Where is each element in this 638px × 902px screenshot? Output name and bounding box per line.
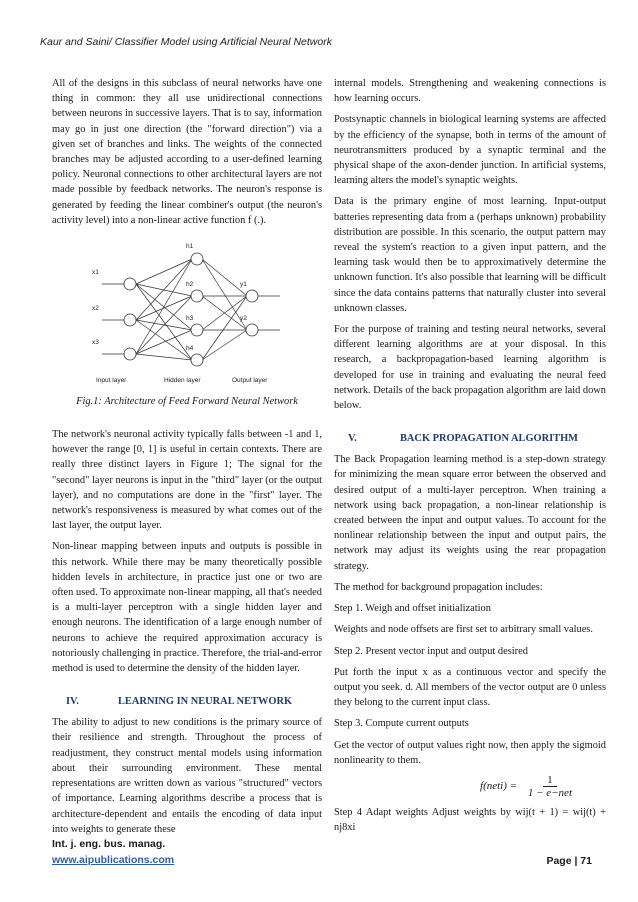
label-x3: x3 <box>92 339 99 347</box>
journal-website-link[interactable]: www.aipublications.com <box>52 854 175 866</box>
label-x2: x2 <box>92 305 99 313</box>
formula-numerator: 1 <box>543 774 557 787</box>
output-node-y1 <box>246 290 258 302</box>
paragraph: For the purpose of training and testing neural networks, several different learning algorithms are at your disposal. In this research, a backpropagation-based learning algorithm is developed for use in training and evaluating the neural feed network. Details of the back propagation algorithm are laid down below. <box>334 324 606 412</box>
step-1: Step 1. Weigh and offset initialization <box>334 603 491 615</box>
formula-fraction <box>524 774 576 799</box>
label-h2: h2 <box>186 281 194 289</box>
paragraph: All of the designs in this subclass of neural networks have one thing in common: they all use unidirectional connections between neurons in successive layers. That is to say, information may go in just one direction (the "forward direction") via a given set of branches and links. The weights of the connected branches may be adjusted according to a user-defined learning policy. Neuronal connections to other architectural layers are not made possible by feedback networks. The neuron's response is generated by feeding the linear combiner's output (the neuron's activity level) into a non-linear active function f (.). <box>52 78 322 226</box>
right-column <box>334 76 606 841</box>
paragraph: The method for background propagation includes: <box>334 581 543 593</box>
step-4: Step 4 Adapt weights Adjust weights by wij(t + 1) = wij(t) + nj8xi <box>334 806 606 834</box>
paragraph: Put forth the input x as a continuous vector and specify the output you seek. d. All members of the vector output are 0 unless they belong to the current input class. <box>334 666 606 709</box>
input-node-x3 <box>124 348 136 360</box>
hidden-node-h4 <box>191 354 203 366</box>
section-number: V. <box>348 433 357 445</box>
section-number: IV. <box>66 696 79 708</box>
paragraph: Get the vector of output values right now, then apply the sigmoid nonlinearity to them. <box>334 739 606 766</box>
section-title: LEARNING IN NEURAL NETWORK <box>118 696 293 708</box>
journal-name: Int. j. eng. bus. manag. <box>52 838 166 850</box>
paragraph: The network's neuronal activity typically falls between -1 and 1, however the range [0, 1] is useful in certain contexts. There are really three distinct layers in Figure 1; The signal for the "second" layer neurons is input in the "third" layer (or the output layer), and no computations are done in the "first" layer. The network's responsiveness is measured by what comes out of the last layer, the output layer. <box>52 429 322 532</box>
paragraph: Non-linear mapping between inputs and outputs is possible in this network. While there may be many theoretically possible hidden levels in architecture, in practice just one or two are often used. To approximate non-linear mapping, all that's needed is a multi-layer perceptron with a single hidden layer and enough neurons. The identification of a large enough number of neurons to achieve the required approximation accuracy is notoriously challenging in practice. Therefore, the trial-and-error method is used to determine the density of the hidden layer. <box>52 541 322 675</box>
section-heading-v <box>348 433 606 444</box>
label-h1: h1 <box>186 243 194 251</box>
output-node-y2 <box>246 324 258 336</box>
label-h4: h4 <box>186 345 194 353</box>
hidden-node-h3 <box>191 324 203 336</box>
paragraph: The ability to adjust to new conditions is the primary source of their resilience and strength. Throughout the process of readjustment, they construct mental models using information about their surrounding environment. These mental representations are written down as various "structured" vectors of importance. Learning algorithms describe a process that is architecture-dependent and entails the encoding of data input into weights to generate these <box>52 717 322 835</box>
page-number: Page | 71 <box>546 855 592 867</box>
figure-caption: Fig.1: Architecture of Feed Forward Neural Network <box>76 396 298 408</box>
paragraph: Weights and node offsets are first set to arbitrary small values. <box>334 624 593 636</box>
page-footer <box>52 838 592 866</box>
network-diagram <box>52 236 322 386</box>
running-header: Kaur and Saini/ Classifier Model using Artificial Neural Network <box>40 36 332 48</box>
label-input-layer: Input layer <box>96 377 127 385</box>
formula-lhs: f(neti) = <box>480 779 518 792</box>
label-h3: h3 <box>186 315 194 323</box>
sigmoid-formula <box>334 774 576 799</box>
section-title: BACK PROPAGATION ALGORITHM <box>400 433 578 445</box>
step-3: Step 3. Compute current outputs <box>334 718 469 730</box>
paragraph: internal models. Strengthening and weakening connections is how learning occurs. <box>334 78 606 105</box>
input-node-x2 <box>124 314 136 326</box>
label-output-layer: Output layer <box>232 377 268 385</box>
formula-denominator: 1 − e−net <box>527 786 572 799</box>
paragraph: Postsynaptic channels in biological learning systems are affected by the efficiency of the synapse, both in terms of the amount of neurotransmitters produced by a synaptic terminal and the physical shape of the axon-dender junction. In artificial systems, learning alters the model's synaptic weights. <box>334 114 606 187</box>
paragraph: Data is the primary engine of most learning. Input-output batteries representing data from a (perhaps unknown) probability distribution are possible. In this scenario, the output pattern may reveal the system's reaction to a given input pattern, and the learning task would then be to approximatively determine the unknown function. It's also possible that learning will be difficult since the data contains patterns that naturally cluster into several unknown classes. <box>334 196 606 314</box>
figure-network <box>52 236 322 386</box>
label-hidden-layer: Hidden layer <box>164 377 201 385</box>
paragraph: The Back Propagation learning method is a step-down strategy for minimizing the mean square error between the observed and desired output of a multi-layer perceptron. When training a network using back propagation, a non-linear relationship is created between the input and output values. To account for the nonlinear relationship between the input and output pairs, the network may adjust its weights using the rear propagation strategy. <box>334 454 606 572</box>
section-heading-iv <box>66 696 322 707</box>
hidden-node-h2 <box>191 290 203 302</box>
step-2: Step 2. Present vector input and output desired <box>334 645 528 657</box>
label-y2: y2 <box>240 315 247 323</box>
input-node-x1 <box>124 278 136 290</box>
left-column <box>52 76 322 843</box>
hidden-node-h1 <box>191 253 203 265</box>
label-x1: x1 <box>92 269 99 277</box>
label-y1: y1 <box>240 281 247 289</box>
